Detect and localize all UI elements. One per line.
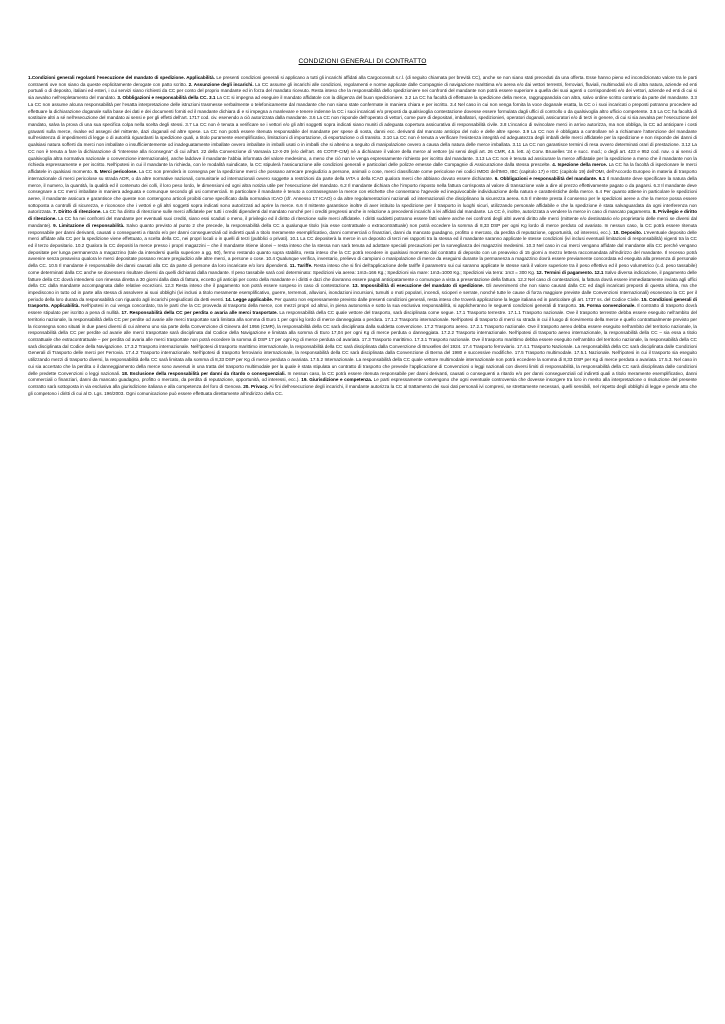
section-text: Ai fini dell’esecuzione degli incarichi, il mandante autorizza la CC al trattamento dei suoi dati personali ivi compresi, se strettamente necessari, quelli sensibili, nel rispetto degli obblighi di legge e pende atto che gli competono i diritti di cui al D. Lgs. 196/2003. Ogni comunicazione può essere effettuata direttamente all’indirizzo della CC. bbox=[28, 384, 697, 396]
section-text: Per quanto non espressamente previsto dalle presenti condizioni generali, resta inteso che troverà applicazione la legge italiana ed in particolare gli art. 1737 ss. del Codice Civile. bbox=[273, 296, 642, 302]
section-heading: 6. Obbligazioni e responsabilità del mandante. 6.1 bbox=[494, 175, 606, 181]
section-heading: 5. Merci pericolose. bbox=[94, 169, 138, 175]
section-heading: 9. Limitazione di responsabilità. bbox=[53, 222, 125, 228]
section-text: La CC si impegna ad eseguire il mandato affidatole con la diligenza del buon spedizioniere. 3.2 La CC ha facoltà di effettuare la spedizione della merce, raggruppandola con altra, salvo ordine scritto contrario da parte del mandante. 3.3 La CC non assume alcuna responsabilità per l’esatta interpretazione delle istruzioni trasmesse verbalmente o telefonicamente dal mandante che non siano state confermate in maniera chiara e per iscritto. 3.4 Nel caso in cui non venga fornita la voce doganale esatta, la CC o i suoi incaricati o preposti potranno procedere ad effettuare la dichiarazione doganale sulla base dei dati e dei documenti forniti ed il mandante dichiara di e si impegna a manlevare e tenere indenne la CC i suoi incaricati e/o preposti da qualsivoglia contestazione dovesse essere formulata dagli uffici di controllo o da qualsivoglia altro ufficio competente. 3.5 La CC ha facoltà di sostituire altri a sé nell’esecuzione del mandato ai sensi e per gli effetti dell’art. 1717 cod. civ. esenendo a ciò autorizzata dalla mandante. 3.6 La CC non risponde dell’operato di vettori, come pure di depositari, imballatori, spedizionieri, operatori doganali, assicuratori e/o di terzi in genere, di cui si sia avvalsa per l’esecuzione del mandato, salva la prova di una sua specifica colpa nella scelta degli stessi. 3.7 La CC non è tenuta a verificare se i vettori e/o gli altri soggetti sopra indicati siano muniti di adeguata copertura assicurativa di responsabilità civile. 3.8 L’incarico di svincolare merci in arrivo autorizza, ma non obbliga, la CC ad anticipare i costi gravanti sulla merce, rivalse ed assegni del mittente, dazi doganali ed altre spese. La CC non potrà essere ritenuta responsabile del mandante per spese di sosta, danni ecc. derivanti dal mancato anticipo del nolo e delle altre spese. 3.9 La CC non è obbligata a controllare né a richiamare l’attenzione del mandante sull’esistenza di impedimenti di legge o di autorità riguardanti la spedizione quali, a titolo puramente esemplificativo, limitazioni di importazione, di esportazione o di transito. 3.10 La CC non è tenuta a verificare l’esistenza integrità ed adeguatezza degli imballi delle merci affidatele per la spedizione e non risponde dei danni di qualsiasi natura sofferti da merci non imballate o insufficientemente od inadeguatamente imballate ovvero imballate in imballi usati o in imballi che si alterino a seguito di manipolazione ovvero a causa della natura delle merce imballata. 3.11 La CC non garantisce termini di resa ovvero determinati orari di prestazione. 3.12 La CC non è tenuta a fare la dichiarazione di “interesse alla riconsegna” di cui all’art. 22 della Convenzione di Varsavia 12-X-29 (e/o dell’art. 46 COTIF-CIM) né a dichiarare il valore della merce al vettore (ai sensi degli art. 26 CMR, 4.5. lett. a) Conv. Bruxelles ’24 e succ. mod.; o degli art. 423 e 952 cod. nav. o ai sensi di qualsivoglia altra normativa nazionale o convenzione internazionale), anche laddove il mandante l’abbia informata del valore medesimo, a meno che ciò non le venga espressamente richiesto per iscritto dal mandante. 3.13 La CC non è tenuta ad assicurare la merce affidatale per la spedizione a meno che il mandante non la richieda espressamente e per iscritto. Nell’ipotesi in cui il mandante la richieda, con le modalità suindicate, la CC stipulerà l’assicurazione alle condizioni generali e particolari delle polizze emesse dalle Compagnie di Assicurazione dalla stessa prescelte. bbox=[28, 95, 697, 168]
section-text: In nessun caso, la CC potrà essere ritenuta responsabile per danni derivanti, causati o conseguenti a ritardo e/o per danni conseguenziali od indiretti quali a titolo meramente esemplificativo, danni commerciali o finanziari, danni da mancato guadagno, profitto o mercato, da perdita di reputazione, opportunità, od interessi, ecc.). bbox=[28, 370, 697, 383]
section-text: La CC ha la facoltà di ispezionare le merci affidatele in qualsiasi momento. bbox=[28, 162, 697, 175]
section-text: Nell’ipotesi in cui venga concordato, tra le parti che la CC provveda al trasporto della merce, con mezzi propri od altrui, in piena autonomia e sotto la sua esclusiva responsabilità, si applicheranno le seguenti condizioni generali di trasporto. bbox=[79, 303, 579, 309]
section-text: Le presenti condizioni generali si applicano a tutti gli incarichi affidati alla Cargoconsult s.r.l. (di seguito chiamata per brevità CC), anche se non siano stati preceduti da una offerta. Esse hanno pieno ed incondizionato valore tra le parti contraenti ove non siano da queste esplicitamente derogate con patto scritto. bbox=[28, 75, 697, 87]
section-text: La CC ha nei confronti del mandante per eventuali suoi crediti, siano essi scaduti o meno, il privilegio ed il diritto di ritenzione sulle merci affidatele. I diritti suddetti potranno essere fatti valere anche nei confronti degli altri aventi diritto alle merci (mittente e/o destinatario e/o proprietario delle merci se diversi dal mandante). bbox=[28, 216, 697, 228]
section-text: La CC non prenderà in consegna per la spedizione merci che possano arrecare pregiudizio a persone, animali o cose, merci classificate come pericolose nei codici IMDG dell’IMO, IBC (capitolo 17) e IGC (capitolo 19) dell’OMI, dell’Accordo Europeo in materia di trasporto internazionale di merci pericolose su strada ADR, o da altre normative nazionali, comunitarie od internazionali ovvero soggette a restrizioni da parte della IATA o della ICAO qualora merci che abbiano dovuto essere dichiarate. bbox=[28, 169, 697, 181]
section-heading: 19. Giurisdizione e competenza. bbox=[301, 377, 373, 383]
section-heading: 11. Tariffe. bbox=[289, 263, 313, 269]
section-text: Salvo diversa indicazione, il pagamento delle fatture della CC dovrà intendersi con rimessa diretta a 30 giorni dalla data di fattura, eccetto gli anticipi per conto della mandante e i diritti e dazi che dovranno essere pagati anticipatamente o comunque a vista a presentazione della fattura. 12.2 Nel caso di contestazioni, la fattura dovrà essere immediatamente inviata agli uffici della CC dalla mandante accompagnata dalle relative eccezioni. 12.3 Resta inteso che il pagamento non potrà essere sospeso in caso di contestazione. bbox=[28, 269, 697, 289]
section-heading: 20. Privacy. bbox=[243, 384, 269, 390]
section-heading: 12. Termini di pagamento. 12.1 bbox=[536, 269, 604, 275]
section-heading: 15. Condizioni generali di trasporto. Applicabilità. bbox=[28, 296, 697, 309]
section-heading: 18. Esclusione della responsabilità per danni da ritardo o conseguenziali. bbox=[121, 370, 286, 376]
section-text: Gli avvenimenti che non siano causati dalla CC ed dagli incaricati preposti di questa ultima, ma che impediscono in tutto od in parte alla stessa di assolvere ai suoi obblighi (ivi inclusi a titolo meramente esemplificativo, guerre, terremoti, alluvioni, inondazioni incursioni, tumulti o moti popolari, incendi, scioperi e serrate, nonché tutte le cause di forza maggiore previste dalle Convenzioni Internazionali) esonerano la CC per il periodo della loro durata da responsabilità con riguardo agli incarichi pregiudicati da detti eventi. bbox=[28, 283, 698, 302]
section-text: Salvo quanto previsto al punto 2 che precede, la responsabilità della CC a qualunque titolo (sia esse contrattuale o extracontrattuale) non potrà eccedere la somma di 8,33 DSP per ogni Kg lordo di merce perduto od avariato. In nessun caso, la CC potrà essere ritenuta responsabile per danni derivanti, causati o conseguenti a ritardo e/o per danni conseguenziali od indiretti quali a titolo meramente esemplificativo, danni commerciali o finanziari, danni da mancato guadagno, profitto o mercato, da perdita di reputazione, opportunità, od interessi, ecc.). bbox=[28, 222, 697, 235]
section-heading: 8. Privilegio e diritto di ritenzione. bbox=[28, 209, 698, 222]
section-heading: 3. Obbligazioni e responsabilità della CC. 3.1 bbox=[117, 95, 216, 101]
section-text: Il contratto di trasporto dovrà essere stipulato per iscritto a pena di nullità. bbox=[28, 303, 698, 316]
section-heading: 1.Condizioni generali regolanti l’esecuzione del mandato di spedizione. Applicabilità. bbox=[28, 75, 215, 80]
section-text: La CC ha diritto di ritenzione sulle merci affidatele per tutti i crediti dipendenti dal mandato nonché per i crediti pregressi anche in relazione a precedenti incarichi a lei affidati dal mandante. La CC è, inoltre, autorizzata a vendere la merce in caso di mancato pagamento. bbox=[101, 209, 653, 215]
section-heading: 2. Assunzione degli incarichi. bbox=[188, 81, 254, 87]
section-heading: 13. Impossibilità di esecuzione del mandato di spedizione. bbox=[352, 283, 484, 289]
section-text: La CC assume gli incarichi alle condizioni, regolamenti e norme applicate dalle Compagnie di navigazione marittima e/o aerea e/o dai vettori terrestri, ferroviari, fluviali, multimodali e/o di altra natura, aziende ed enti portuali o di deposito, italiani ed esteri, i cui servizi siano richiesti da CC per conto del proprio mandante ed in forza del mandato ricevuto. Resta inteso che la responsabilità dello spedizioniere nei confronti del mandante non potrà essere superiore a quella dei suoi agenti o corrispondenti e/o dei vettori, aziende ed enti di cui si sia avvalso nell’espletamento del mandato. bbox=[28, 81, 697, 101]
section-text: Il mandante deve specificare la natura della merce, il numero, la quantità, la qualità ed il contenuto dei colli, il loro peso lordo, le dimensioni ed ogni altra notizia utile per l’esecuzione del mandato. 6.2 Il mandante dichiara che l’importo risposto nella fattura corrisposta al valore di transazione vale a dire al prezzo effettivamente pagato o da pagarsi. 6.3 Il mandante deve consegnare a CC merci imballate in maniera adeguata e comunque secondo gli usi commerciali. In particolare il mandante è tenuto a contrassegnare la merce con etichette che consentano l’agevole ed inequivocabile individuazione della natura e caratteristiche della merce. 6.4 Per quanto attiene in particolare le spedizioni aeree, il mandante assicura e garantisce che queste non contengono articoli proibiti come specificato dalla normativa ICAO (cfr. Annesso 17 ICAO) o da altre regolamentazioni nazionali od internazionali che disciplinano la sicurezza aerea. 6.5 Il mitente presta il consenso per le spedizioni aeree a che la merce possa essere sottoposta a controlli di sicurezza, e riconosce che i vettori e gli altri soggetti sopra indicati sono autorizzati ad aprire la merce. 6.6 Il mittente garantisce inoltre di aver istituito la spedizione per il trasporto in luoghi sicuri, utilizzando personale affidabile e che la spedizione è stata salvaguardata da ogni interferenza non autorizzata. bbox=[28, 175, 697, 215]
section-text: Le parti espressamente convengono che ogni eventuale controversia che dovesse insorgere tra loro in merito alla interpretazione o risoluzione del presente contratto sarà sottoposta in via esclusiva alla giurisdizione italiana e alla competenza del foro di Genova. bbox=[28, 377, 697, 390]
section-text: La responsabilità della CC quale vettore del trasporto, sarà disciplinata come segue. 17.1 Trasporto terrestre. 17.1.1 Trasporto nazionale. Ove il trasporto terrestre debba essere eseguito nell’ambito del territorio nazionale, la responsabilità della CC per perdite od avarie alle merci trasportate sarà limitata alla somma di Euro 1 per ogni kg lordo di merce danneggiata o perduta. 17.1.2 Trasporto internazionale. Nell’ipotesi di trasporto di merci su strada in cui il luogo di ricevimento della merce e quello contrattualmente previsto per la riconsegna sono situati in due paesi diversi di cui almeno uno sia parte della Convenzione di Ginevra del 1956 (CMR), la responsabilità della CC sarà disciplinata dalla suddetta convenzione. 17.2 Trasporto aereo. 17.2.1 Trasporto nazionale. Ove il trasporto aereo debba essere eseguito nell’ambito del territorio nazionale, la responsabilità della CC per perdite od avarie alle merci trasportate sarà disciplinata dal Codice della Navigazione e limitata alla somma di Euro 17,04 per ogni Kg di merce perduta o danneggiata. 17.2.2 Trasporto internazionale. Nell’ipotesi di trasporto aereo internazionale, la responsabilità della CC – sia essa a titolo contrattuale che extracontrattuale – per perdita od avaria alle merci trasportate non potrà eccedere la somma di DSP 17 per ogni Kg di merce perduta od avariata. 17.3 Trasporto marittimo. 17.3.1 Trasporto nazionale. Ove il trasporto marittimo debba essere eseguito nell’ambito del territorio nazionale, la responsabilità della CC sarà disciplinata dal Codice della Navigazione. 17.3.2 Trasporto internazionale. Nell’ipotesi di trasporto marittimo internazionale, la responsabilità della CC sarà disciplinata dalla Convenzione di Bruxelles del 1924. 17.4 Trasporto ferroviario. 17.4.1 Trasporto Nazionale. La responsabilità della CC sarà disciplinata dalle Condizioni Generali di Trasporto delle merci per Ferrovia. 17.4.2 Trasporto internazionale. Nell’ipotesi di trasporto ferroviario internazionale, la responsabilità della CC sarà disciplinata dalla Convenzione di Berna del 1980 e successive modifiche. 17.5 Trasporto multimodale. 17.5.1 Nazionale. Nell’ipotesi in cui il trasporto sia eseguito utilizzando mezzi di trasporto diversi, la responsabilità della CC sarà limitata alla somma di 8,33 DSP per Kg di merce perduta o avariata. 17.5.2 Internazionale. La responsabilità della CC quale vettore multimodale internazionale non potrà eccedere la somma di 8,33 DSP per Kg di merce perduta o avariata. 17.5.3. Nel caso in cui sia accertato che la perdita o il danneggiamento della merce sono avvenuti in una tratta del trasporto multimodale per la quale è stata stipulata un contratto di trasporto che prevede l’applicazione di Convenzioni o leggi nazionali con diversi limiti di responsabilità, la responsabilità della CC sarà disciplinata dalle condizioni delle predette Convenzioni o leggi nazionali. bbox=[28, 310, 697, 376]
document-title: CONDIZIONI GENERALI DI CONTRATTO bbox=[298, 58, 427, 65]
section-heading: 10. Deposito. bbox=[613, 229, 643, 235]
section-heading: 16. Forma convenzionale. bbox=[578, 303, 636, 309]
section-text: L’eventuale deposito delle merci affidate alla CC per la spedizione viene effettuato, a scelta della CC, nei propri locali o in quelli di terzi (pubblici o privati). 10.1 La CC depositerà la merce in un deposito di terzi nei rapporti tra la stessa ed il mandante saranno applicate le stesse condizioni (ivi inclusi eventuali limitazioni di responsabilità) vigenti tra la CC ed il terzo depositario. 10.2 Qualora la CC depositi la merce presso i propri magazzini – che il mandante ritiene idonei – resta inteso che la stessa non sarà tenuta ad adottare speciali precauzioni per la sorveglianza dei magazzini medesimi. 10.3 Nel caso in cui merci vengano affidate dal mandante alla CC perché vengano depositate per lunga permanenza a magazzino (tale da intendersi quella superiore a gg. 60), fermo restando quanto sopra stabilito, resta inteso che la CC potrà recedere in qualsiasi momento dal contratto di deposito con un preavviso di 15 giorni a mezzo lettera raccomandata all’indirizzo del mandante. Il recesso potrà avvenire senza preavviso qualora le merci depositate possano recare pregiudizio alle altre merci, a persone o cose. 10.4 Qualunque verifica, inventario, prelievo di campioni o manipolazione di merce da eseguirsi durante la permanenza a magazzino dovrà essere previamente concordata ed eseguita alla presenza di personale della CC. 10.5 Il mandante è responsabile dei danni causati alla CC da parte di persone da loro incaricate e/o loro dipendenti. bbox=[28, 229, 697, 269]
section-heading: 7. Diritto di ritenzione. bbox=[53, 209, 102, 215]
contract-body bbox=[28, 75, 697, 398]
section-heading: 14. Legge applicabile. bbox=[225, 296, 274, 302]
section-heading: 17. Responsabilità della CC per perdita o avaria alle merci trasportate. bbox=[121, 310, 278, 316]
section-heading: 4. Ispezione della merce. bbox=[552, 162, 608, 168]
section-text: Resta inteso che si fini dell’applicazione delle tariffe il parametro sui cui saranno applicate le stesse sarà il valore superiore tra il peso effettivo ed il peso volumetrico (c.d. peso tassabile) come determinati dalla CC anche se dovessero risultare diversi da quelli dichiarati dalla mandante. Il peso tassabile sarà così determinato: Spedizioni via aerea: 1m3=166 Kg.; Spedizioni via mare: 1m3=1000 Kg.; Spedizioni via terra: 1m3 = 300 Kg. bbox=[28, 263, 697, 275]
